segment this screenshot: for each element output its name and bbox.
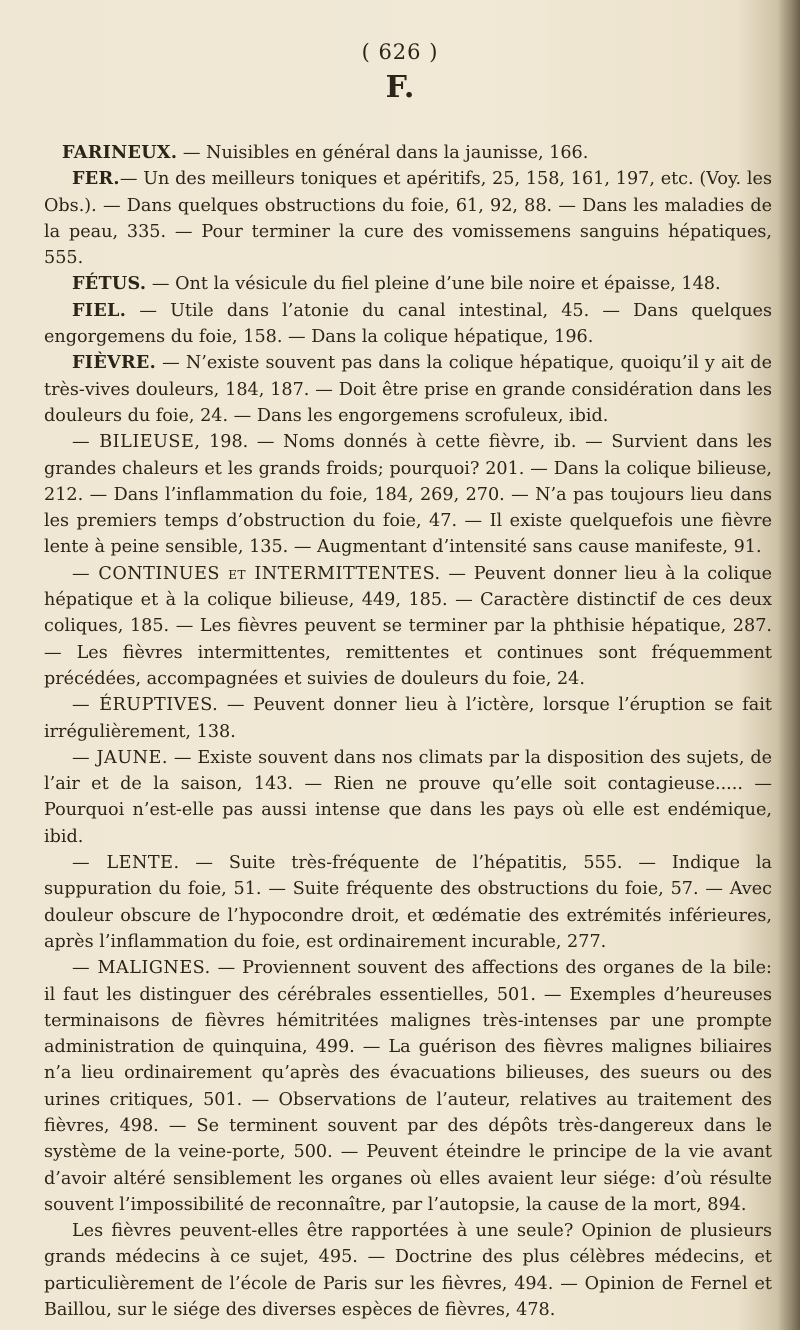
- index-entry: [44, 271, 772, 297]
- entry-keyword: — CONTINUES et INTERMITTENTES.: [72, 563, 441, 584]
- entry-text: — Ont la vésicule du fiel pleine d’une bile noire et épaisse, 148.: [146, 274, 721, 295]
- index-entry: [44, 140, 772, 166]
- entry-text: — Proviennent souvent des affections des organes de la bile: il faut les distinguer des cérébrales essentielles, 501. — Exemples d’heureuses terminaisons de fièvres hémitritées malignes très-intenses par une prompte administration de quinquina, 499. — La guérison des fièvres malignes biliaires n’a lieu ordinairement qu’après des évacuations bilieuses, des sueurs ou des urines critiques, 501. — Observations de l’auteur, relatives au traitement des fièvres, 498. — Se terminent souvent par des dépôts très-dangereux dans le système de la veine-porte, 500. — Peuvent éteindre le principe de la vie avant d’avoir altéré sensiblement les organes où elles avaient leur siége: d’où résulte souvent l’impossibilité de reconnaître, par l’autopsie, la cause de la mort, 894.: [44, 958, 772, 1215]
- entry-keyword: — JAUNE.: [72, 747, 168, 768]
- page-edge-shadow: [778, 0, 800, 1330]
- entry-keyword: FIEL.: [72, 299, 127, 321]
- index-entry: [44, 692, 772, 745]
- page-number: ( 626 ): [361, 40, 439, 64]
- entry-keyword: FIÈVRE.: [72, 352, 157, 374]
- index-text: [44, 140, 772, 1323]
- index-entry: [44, 955, 772, 1218]
- index-entry: [44, 166, 772, 271]
- entry-text: 198. — Noms donnés à cette fièvre, ib. — Survient dans les grandes chaleurs et les grands froids; pourquoi? 201. — Dans la colique bilieuse, 212. — Dans l’inflammation du foie, 184, 269, 270. — N’a pas toujours lieu dans les premiers temps d’obstruction du foie, 47. — Il existe quelquefois une fièvre lente à peine sensible, 135. — Augmentant d’intensité sans cause manifeste, 91.: [44, 432, 773, 558]
- entry-text: — Nuisibles en général dans la jaunisse, 166.: [177, 143, 589, 163]
- entry-text: — Un des meilleurs toniques et apéritifs, 25, 158, 161, 197, etc. (Voy. les Obs.). — Dans quelques obstructions du foie, 61, 92, 88. — Dans les maladies de la peau, 335. — Pour terminer la cure des vomissemens sanguins hépatiques, 555.: [44, 169, 772, 269]
- index-entry: [44, 850, 772, 955]
- entry-keyword: FER.: [72, 168, 120, 190]
- section-letter: F.: [385, 70, 415, 105]
- entry-keyword: — MALIGNES.: [72, 958, 211, 979]
- entry-text: — Suite très-fréquente de l’hépatitis, 555. — Indique la suppuration du foie, 51. — Suite fréquente des obstructions du foie, 57. — Avec douleur obscure de l’hypocondre droit, et œdématie des extrémités inférieures, après l’inflammation du foie, est ordinairement incurable, 277.: [44, 853, 772, 952]
- index-entry: [44, 1218, 772, 1323]
- entry-keyword: — BILIEUSE,: [72, 432, 201, 453]
- entry-text: — Peuvent donner lieu à la colique hépatique et à la colique bilieuse, 449, 185. — Caractère distinctif de ces deux coliques, 185. — Les fièvres peuvent se terminer par la phthisie hépatique, 287. — Les fièvres intermittentes, remittentes et continues sont fréquemment précédées, accompagnées et suivies de douleurs du foie, 24.: [44, 563, 772, 689]
- index-entry: [44, 561, 772, 692]
- entry-text: — Utile dans l’atonie du canal intestinal, 45. — Dans quelques engorgemens du foie, 158. — Dans la colique hépatique, 196.: [44, 300, 772, 348]
- entry-keyword: FARINEUX.: [62, 142, 178, 163]
- index-entry: [44, 745, 772, 850]
- entry-keyword: — ÉRUPTIVES.: [72, 695, 219, 716]
- entry-text: — N’existe souvent pas dans la colique hépatique, quoiqu’il y ait de très-vives douleurs, 184, 187. — Doit être prise en grande considération dans les douleurs du foie, 24. — Dans les engorgemens scrofuleux, ibid.: [44, 353, 772, 426]
- entry-text: — Existe souvent dans nos climats par la disposition des sujets, de l’air et de la saison, 143. — Rien ne prouve qu’elle soit contagieuse..... — Pourquoi n’est-elle pas aussi intense que dans les pays où elle est endémique, ibid.: [44, 747, 772, 847]
- index-entry: [44, 350, 772, 429]
- entry-keyword: FÉTUS.: [72, 273, 147, 295]
- entry-keyword: — LENTE.: [72, 853, 180, 874]
- entry-text: — Peuvent donner lieu à l’ictère, lorsque l’éruption se fait irrégulièrement, 138.: [44, 695, 772, 742]
- entry-text: Les fièvres peuvent-elles être rapportées à une seule? Opinion de plusieurs grands médecins à ce sujet, 495. — Doctrine des plus célèbres médecins, et particulièrement de l’école de Paris sur les fièvres, 494. — Opinion de Fernel et Baillou, sur le siége des diverses espèces de fièvres, 478.: [44, 1221, 772, 1321]
- index-entry: [44, 429, 772, 560]
- index-entry: [44, 298, 772, 351]
